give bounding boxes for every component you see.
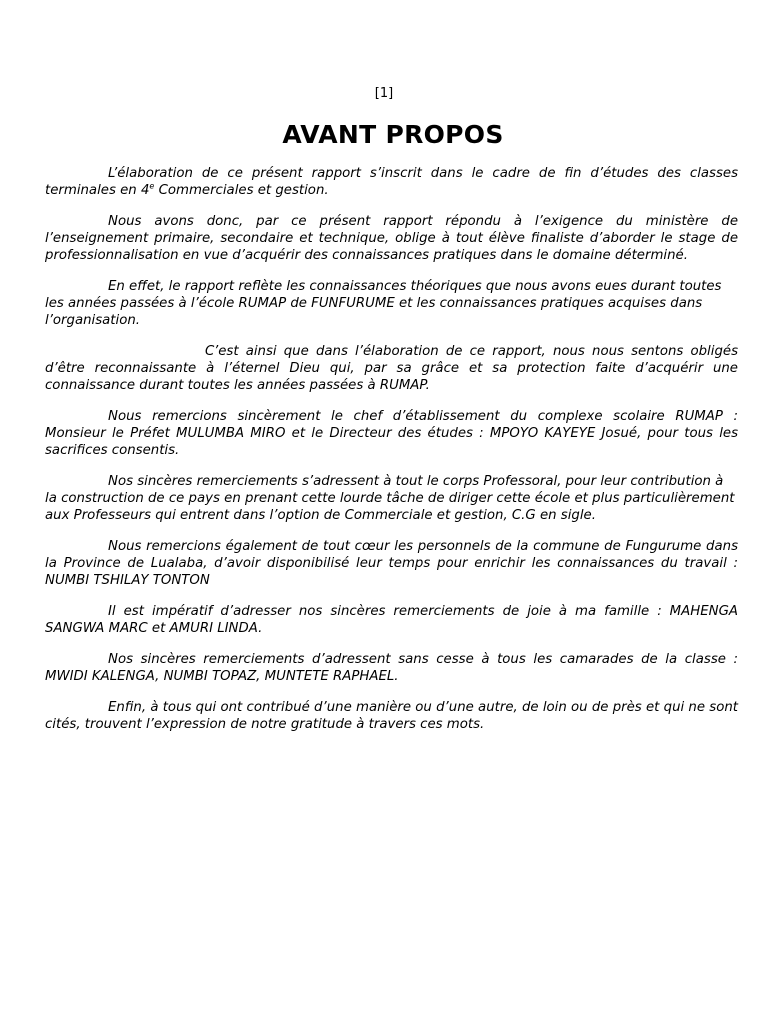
page-number: [1] — [374, 86, 394, 101]
paragraph-thanks-school — [45, 408, 738, 459]
paragraph-ministry-text: Nous avons donc, par ce présent rapport répondu à l’exigence du ministère de l’enseignement primaire, secondaire et technique, oblige à tout élève finaliste d’aborder le stage de professionnalisation en vue d’acquérir des connaissances pratiques dans le domaine déterminé. — [45, 214, 738, 263]
paragraph-thanks-school-text: Nous remercions sincèrement le chef d’établissement du complexe scolaire RUMAP : Monsieur le Préfet MULUMBA MIRO et le Directeur des études : MPOYO KAYEYE Josué, pour tous les sacrifices consentis. — [45, 409, 738, 458]
document-body — [45, 165, 738, 747]
paragraph-gratitude-god-text: C’est ainsi que dans l’élaboration de ce rapport, nous nous sentons obligés d’être reconnaissante à l’éternel Dieu qui, par sa grâce et sa protection faite d’acquérir une connaissance durant toutes les années passées à RUMAP. — [45, 344, 738, 393]
paragraph-thanks-classmates-text: Nos sincères remerciements d’adressent sans cesse à tous les camarades de la classe : MWIDI KALENGA, NUMBI TOPAZ, MUNTETE RAPHAEL. — [45, 652, 738, 684]
paragraph-closing-text: Enfin, à tous qui ont contribué d’une manière ou d’une autre, de loin ou de près et qui ne sont cités, trouvent l’expression de notre gratitude à travers ces mots. — [45, 700, 738, 732]
paragraph-gratitude-god — [45, 343, 738, 394]
paragraph-thanks-commune — [45, 538, 738, 589]
paragraph-intro-text: L’élaboration de ce présent rapport s’inscrit dans le cadre de fin d’études des classes terminales en 4 — [45, 166, 738, 198]
page-title: AVANT PROPOS — [282, 120, 504, 149]
paragraph-thanks-family — [45, 603, 738, 637]
paragraph-closing — [45, 699, 738, 733]
paragraph-intro-tail: Commerciales et gestion. — [154, 183, 329, 198]
paragraph-thanks-family-text: Il est impératif d’adresser nos sincères remerciements de joie à ma famille : MAHENGA SANGWA MARC et AMURI LINDA. — [45, 604, 738, 636]
paragraph-knowledge-text: En effet, le rapport reflète les connaissances théoriques que nous avons eues durant toutes les années passées à l’école RUMAP de FUNFURUME et les connaissances pratiques acquises dans l’organisation. — [45, 279, 722, 328]
paragraph-thanks-commune-text: Nous remercions également de tout cœur les personnels de la commune de Fungurume dans la Province de Lualaba, d’avoir disponibilisé leur temps pour enrichir les connaissances du travail : NUMBI TSHILAY TONTON — [45, 539, 738, 588]
paragraph-knowledge — [45, 278, 738, 329]
paragraph-thanks-classmates — [45, 651, 738, 685]
paragraph-thanks-teachers-text: Nos sincères remerciements s’adressent à tout le corps Professoral, pour leur contribution à la construction de ce pays en prenant cette lourde tâche de diriger cette école et plus particulièrement aux Professeurs qui entrent dans l’option de Commerciale et gestion, C.G en sigle. — [45, 474, 735, 523]
superscript-e: e — [149, 181, 155, 191]
paragraph-intro — [45, 165, 738, 199]
paragraph-thanks-teachers — [45, 473, 738, 524]
paragraph-ministry — [45, 213, 738, 264]
